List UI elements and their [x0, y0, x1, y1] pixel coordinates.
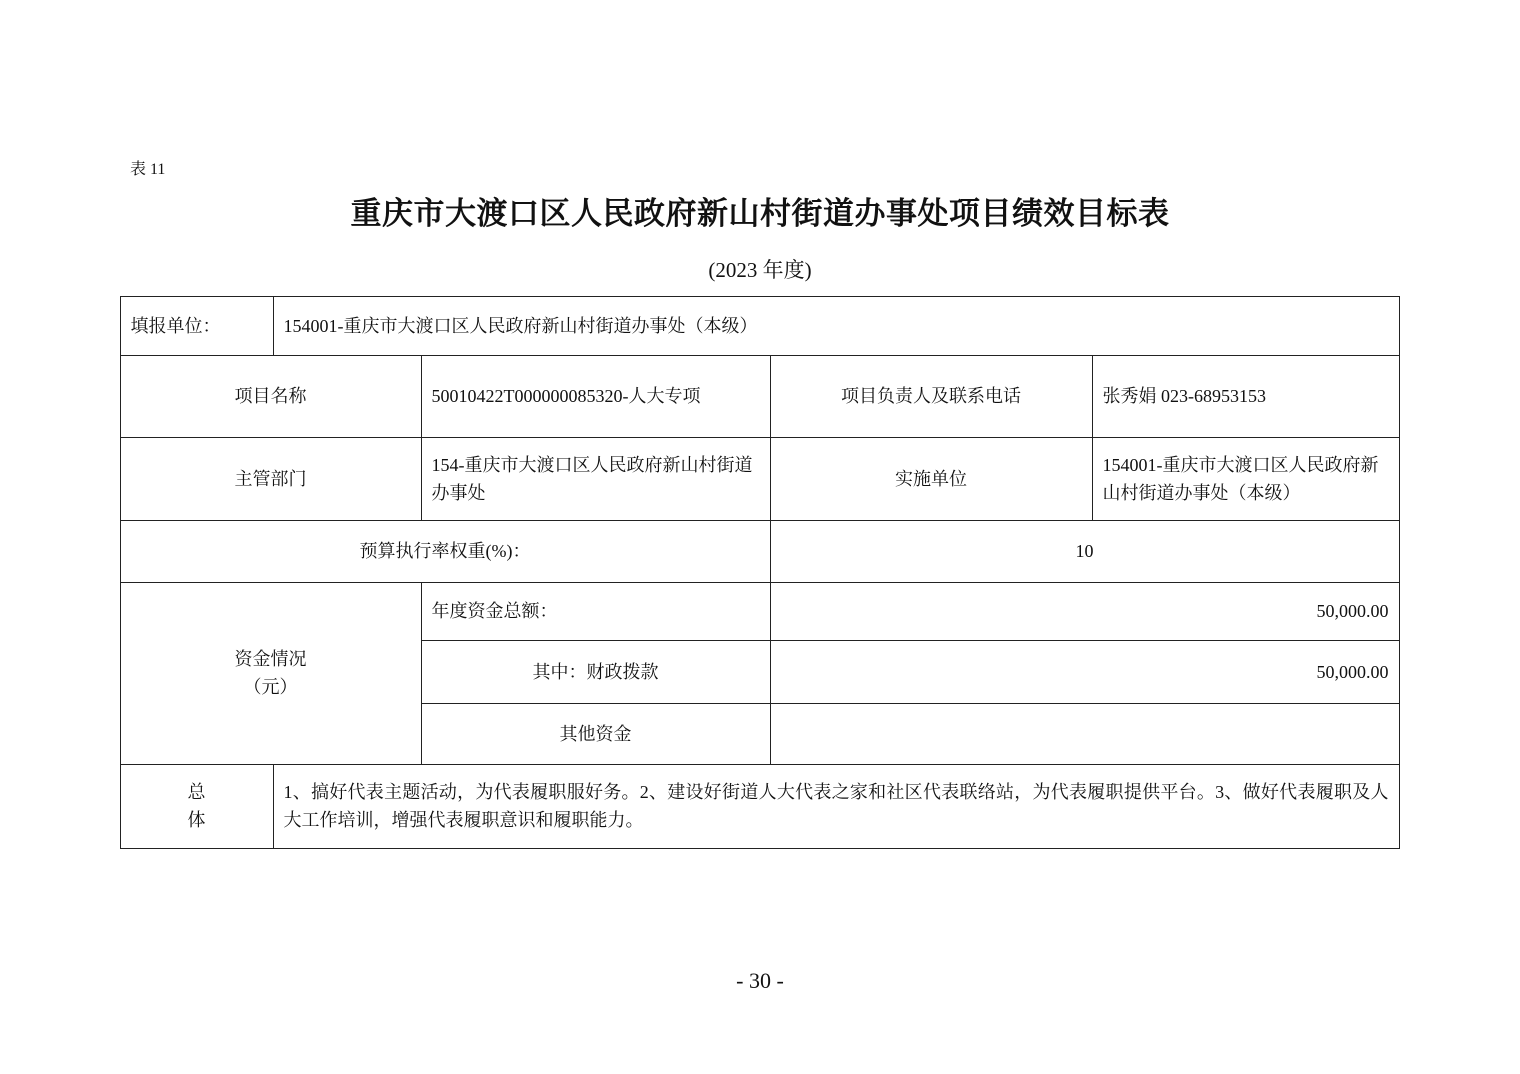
- page-number: - 30 -: [736, 968, 784, 993]
- impl-label: 实施单位: [770, 437, 1093, 521]
- overall-goal-value: 1、搞好代表主题活动，为代表履职服好务。2、建设好街道人大代表之家和社区代表联络站，为代表履职提供平台。3、做好代表履职及人大工作培训，增强代表履职意识和履职能力。: [273, 764, 1400, 849]
- fiscal-value: 50,000.00: [770, 640, 1400, 704]
- annual-total-label: 年度资金总额：: [421, 582, 771, 641]
- budget-weight-label: 预算执行率权重(%)：: [120, 520, 771, 583]
- funds-unit: （元）: [243, 677, 298, 697]
- other-funds-label: 其他资金: [421, 703, 771, 765]
- dept-label: 主管部门: [120, 437, 422, 521]
- reporting-unit-label: 填报单位：: [120, 296, 274, 356]
- contact-value: 张秀娟 023-68953153: [1092, 355, 1400, 438]
- contact-label: 项目负责人及联系电话: [770, 355, 1093, 438]
- dept-value: 154-重庆市大渡口区人民政府新山村街道办事处: [421, 437, 771, 521]
- project-name-value: 50010422T000000085320-人大专项: [421, 355, 771, 438]
- funds-label-text: 资金情况: [234, 649, 307, 669]
- funds-label: [120, 582, 422, 765]
- reporting-unit-value: 154001-重庆市大渡口区人民政府新山村街道办事处（本级）: [273, 296, 1400, 356]
- fiscal-label: 其中：财政拨款: [421, 640, 771, 704]
- page-title: 重庆市大渡口区人民政府新山村街道办事处项目绩效目标表: [350, 196, 1170, 231]
- overall-label: [120, 764, 274, 849]
- other-funds-value: [770, 703, 1400, 765]
- table-label: 表 11: [130, 161, 166, 178]
- annual-total-value: 50,000.00: [770, 582, 1400, 641]
- overall-label-2: 体: [187, 810, 206, 830]
- overall-label-1: 总: [187, 782, 206, 802]
- budget-weight-value: 10: [770, 520, 1400, 583]
- year-subtitle: (2023 年度): [708, 258, 812, 282]
- project-name-label: 项目名称: [120, 355, 422, 438]
- impl-value: 154001-重庆市大渡口区人民政府新山村街道办事处（本级）: [1092, 437, 1400, 521]
